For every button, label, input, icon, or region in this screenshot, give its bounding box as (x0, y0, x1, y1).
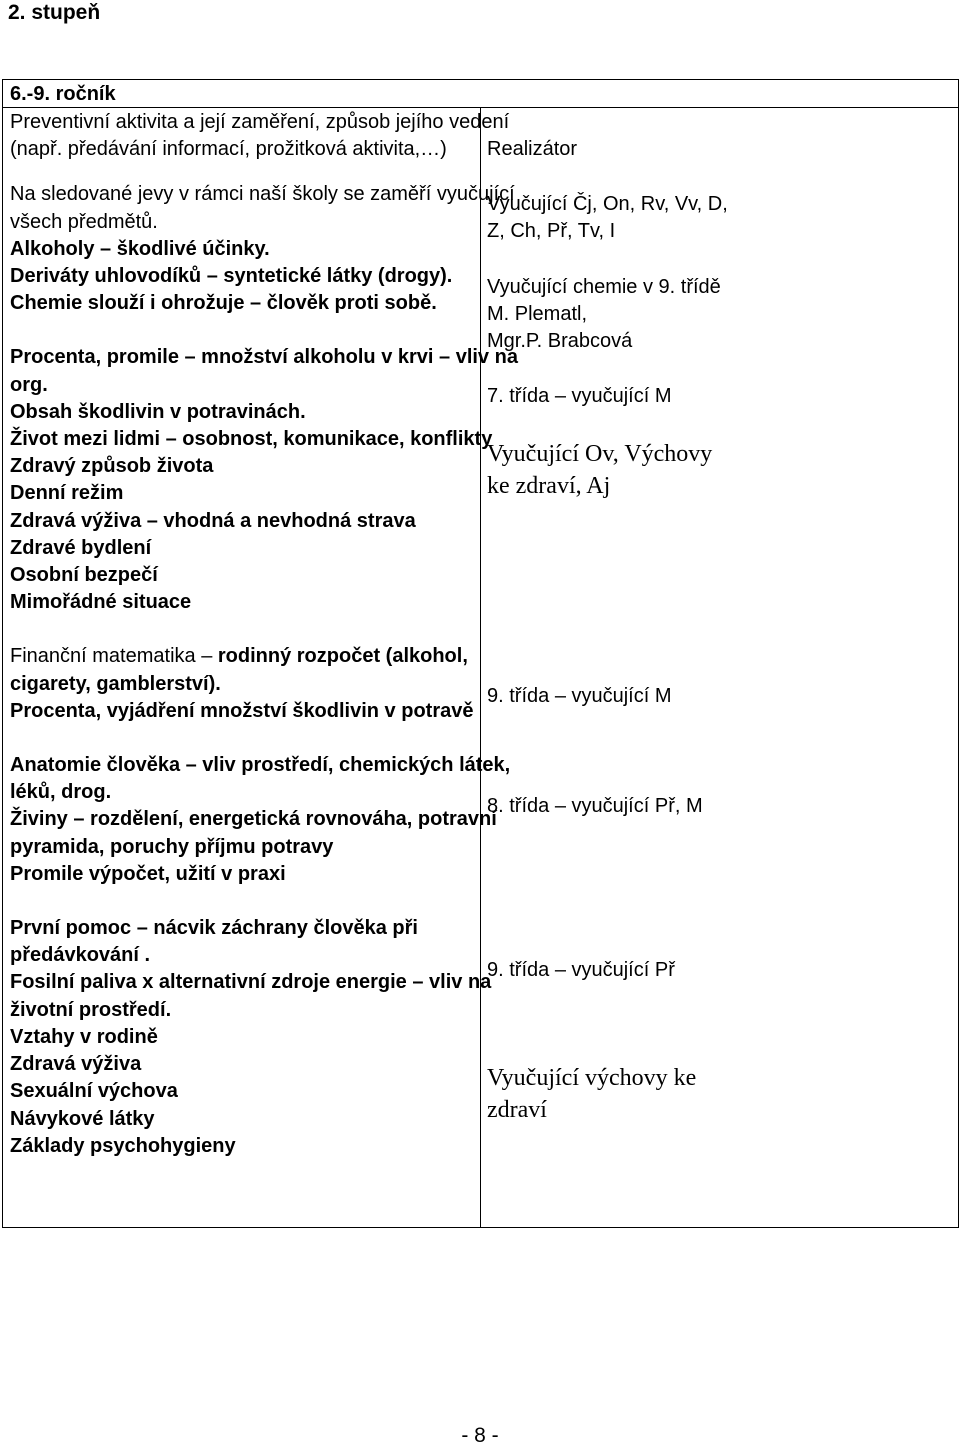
activity-line: Procenta, promile – množství alkoholu v krvi – vliv na (10, 346, 518, 369)
activity-line: První pomoc – nácvik záchrany člověka při (10, 917, 418, 940)
implementer-block-1b (487, 274, 721, 356)
implementer-block-4: 8. třída – vyučující Př, M (487, 795, 703, 817)
activity-line: životní prostředí. (10, 998, 172, 1021)
grade-title: 6.-9. ročník (10, 83, 116, 105)
implementer-line: ke zdraví, Aj (487, 473, 611, 499)
implementer-column (481, 108, 959, 1228)
activity-line: Návykové látky (10, 1107, 155, 1130)
activity-line: Alkoholy – škodlivé účinky. (10, 237, 270, 260)
activity-line: Obsah škodlivin v potravinách. (10, 400, 306, 423)
activity-line: Zdravé bydlení (10, 536, 152, 559)
activity-line: Fosilní paliva x alternativní zdroje energie – vliv na (10, 971, 492, 994)
implementer-block-3: 9. třída – vyučující M (487, 685, 672, 707)
implementer-line: Mgr.P. Brabcová (487, 330, 633, 353)
activity-line: Denní režim (10, 482, 124, 505)
activity-line: Deriváty uhlovodíků – syntetické látky (drogy). (10, 265, 453, 288)
implementer-line: Z, Ch, Př, Tv, I (487, 220, 616, 243)
activity-line: org. (10, 373, 48, 396)
intro-line-1: Na sledované jevy v rámci naší školy se zaměří vyučující (10, 183, 515, 206)
activity-line: Sexuální výchova (10, 1080, 178, 1103)
implementer-block-1a (487, 191, 728, 245)
implementer-block-2a: 7. třída – vyučující M (487, 385, 672, 407)
activity-line: Zdravý způsob života (10, 455, 214, 478)
implementer-line: Vyučující Čj, On, Rv, Vv, D, (487, 193, 728, 215)
activity-line: Anatomie člověka – vliv prostředí, chemických látek, (10, 754, 511, 777)
page-number: - 8 - (461, 1424, 499, 1447)
activity-line: Promile výpočet, užití v praxi (10, 862, 286, 885)
activity-line: Zdravá výživa (10, 1053, 142, 1076)
activity-line: Chemie slouží i ohrožuje – člověk proti sobě. (10, 292, 437, 315)
activity-line: pyramida, poruchy příjmu potravy (10, 835, 334, 858)
intro-line-2: všech předmětů. (10, 210, 158, 233)
activity-line: Základy psychohygieny (10, 1134, 236, 1157)
activity-line: Vztahy v rodině (10, 1025, 158, 1048)
activity-line: Mimořádné situace (10, 591, 192, 614)
prevention-table (2, 79, 959, 1228)
finance-plain: Finanční matematika – (10, 645, 218, 668)
section-heading: 2. stupeň (8, 1, 101, 24)
implementer-line: Vyučující chemie v 9. třídě (487, 276, 721, 298)
header-row (3, 80, 959, 108)
finance-bold: rodinný rozpočet (alkohol, (217, 645, 468, 668)
activity-line: Osobní bezpečí (10, 564, 158, 587)
grade-title-cell (3, 80, 959, 108)
activity-line: Zdravá výživa – vhodná a nevhodná strava (10, 509, 416, 532)
implementer-block-5a: 9. třída – vyučující Př (487, 959, 675, 981)
implementer-block-5b (487, 1062, 696, 1126)
implementer-line: Vyučující výchovy ke (487, 1065, 697, 1091)
activity-line: cigarety, gamblerství). (10, 672, 221, 695)
activity-line: léků, drog. (10, 781, 112, 804)
implementer-block-2b (487, 438, 712, 502)
implementer-header: Realizátor (487, 138, 578, 160)
left-header-line-1: Preventivní aktivita a její zaměření, způsob jejího vedení (10, 111, 510, 133)
activity-line: Živiny – rozdělení, energetická rovnováha, potravní (10, 808, 497, 831)
left-header-line-2: (např. předávání informací, prožitková aktivita,…) (10, 138, 447, 161)
activity-line: předávkování . (10, 944, 151, 967)
finance-line (10, 643, 480, 670)
activity-line: Procenta, vyjádření množství škodlivin v potravě (10, 699, 474, 722)
implementer-line: zdraví (487, 1097, 547, 1123)
implementer-line: Vyučující Ov, Výchovy (487, 441, 713, 467)
implementer-line: M. Plematl, (487, 303, 588, 326)
content-row (3, 108, 959, 1228)
activity-line: Život mezi lidmi – osobnost, komunikace, konflikty (10, 428, 493, 451)
